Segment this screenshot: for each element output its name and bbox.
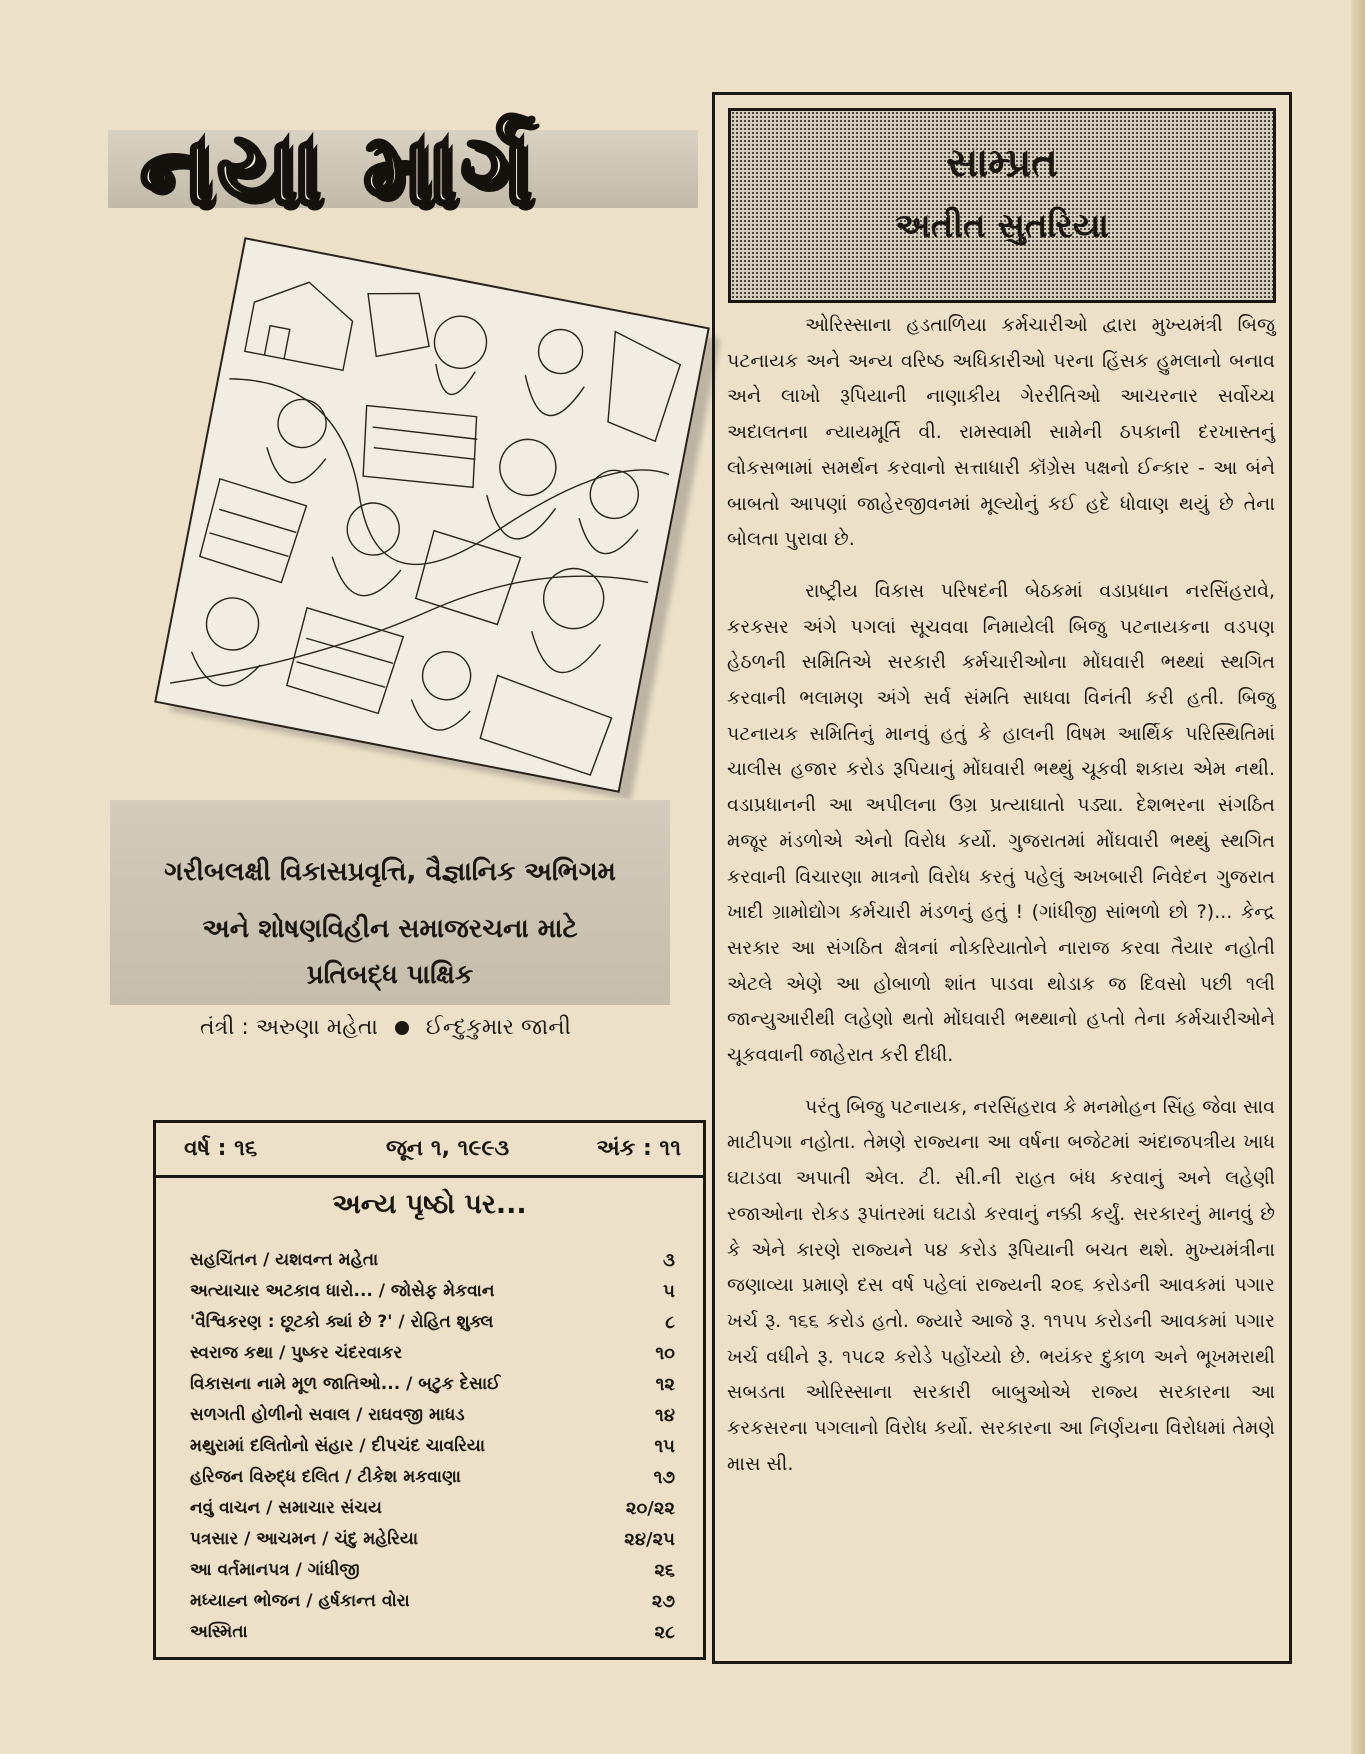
masthead-title: નયા માર્ગ xyxy=(140,113,537,227)
toc-item[interactable] xyxy=(190,1524,675,1555)
article-body xyxy=(727,308,1275,1499)
bullet-icon xyxy=(395,1021,409,1035)
toc-item[interactable] xyxy=(190,1400,675,1431)
toc-item-page: ૧૪ xyxy=(655,1405,675,1426)
page-edge xyxy=(1351,0,1365,1754)
toc-item[interactable] xyxy=(190,1276,675,1307)
issue-info-row xyxy=(156,1123,703,1178)
toc-item-page: ૨૬ xyxy=(654,1560,675,1581)
toc-item-title: પત્રસાર / આચમન / ચંદુ મહેરિયા xyxy=(190,1529,419,1549)
cover-illustration xyxy=(154,237,710,793)
toc-item-page: ૨૭ xyxy=(651,1591,675,1612)
toc-item-title: સહચિંતન / યશવન્ત મહેતા xyxy=(190,1250,379,1270)
contents-title: અન્ય પૃષ્ઠો પર... xyxy=(332,1189,527,1220)
tagline-line-1: ગરીબલક્ષી વિકાસપ્રવૃત્તિ, વૈજ્ઞાનિક અભિગમ xyxy=(164,857,616,887)
toc-item-title: અસ્મિતા xyxy=(190,1622,248,1642)
toc-item[interactable] xyxy=(190,1307,675,1338)
toc-item-title: મધ્યાહ્ન ભોજન / હર્ષકાન્ત વોરા xyxy=(190,1591,410,1611)
toc-item-title: અત્યાચાર અટકાવ ધારો... / જોસેફ મેકવાન xyxy=(190,1281,495,1301)
toc-item-page: ૫ xyxy=(663,1281,675,1302)
tagline-line-3: પ્રતિબદ્ધ પાક્ષિક xyxy=(306,960,474,990)
toc-item-title: વિકાસના નામે મૂળ જાતિઓ... / બટુક દેસાઈ xyxy=(190,1374,501,1394)
toc-item-title: સ્વરાજ કથા / પુષ્કર ચંદરવાકર xyxy=(190,1343,403,1363)
toc-item[interactable] xyxy=(190,1431,675,1462)
toc-item-page: ૧૨ xyxy=(655,1374,675,1395)
issue-number: અંક : ૧૧ xyxy=(596,1136,681,1161)
toc-item-title: નવું વાચન / સમાચાર સંચય xyxy=(190,1498,382,1518)
editor-name: ઈન્દુકુમાર જાની xyxy=(425,1015,571,1040)
tagline-line-2: અને શોષણવિહીન સમાજરચના માટે xyxy=(202,914,578,944)
toc-item-title: મથુરામાં દલિતોનો સંહાર / દીપચંદ ચાવરિયા xyxy=(190,1436,485,1456)
issue-date: જૂન ૧, ૧૯૯૩ xyxy=(386,1136,510,1161)
column-header xyxy=(728,108,1276,303)
toc-item-title: હરિજન વિરુદ્ધ દલિત / ટીકેશ મકવાણા xyxy=(190,1467,461,1487)
toc-list xyxy=(190,1245,675,1648)
column-name: સામ્પ્રત xyxy=(946,140,1058,186)
article-paragraph: રાષ્ટ્રીય વિકાસ પરિષદની બેઠકમાં વડાપ્રધાન નરસિંહરાવે, કરકસર અંગે પગલાં સૂચવવા નિમાયેલી બિજુ પટનાયકના વડપણ હેઠળની સમિતિએ સરકારી કર્મચારીઓના મોંઘવારી ભથ્થાં સ્થગિત કરવાની ભલામણ અંગે સર્વ સંમતિ સાધવા વિનંતી કરી હતી. બિજુ પટનાયક સમિતિનું માનવું હતું કે હાલની વિષમ આર્થિક પરિસ્થિતિમાં ચાલીસ હજાર કરોડ રૂપિયાનું મોંઘવારી ભથ્થું ચૂકવી શકાય એમ નથી. વડાપ્રધાનની આ અપીલના ઉગ્ર પ્રત્યાઘાતો પડ્યા. દેશભરના સંગઠિત મજૂર મંડળોએ એનો વિરોધ કર્યો. ગુજરાતમાં મોંઘવારી ભથ્થું સ્થગિત કરવાની વિચારણા માત્રનો વિરોધ કરતું પહેલું અખબારી નિવેદન ગુજરાત ખાદી ગ્રામોદ્યોગ કર્મચારી મંડળનું હતું ! (ગાંધીજી સાંભળો છો ?)... કેન્દ્ર સરકાર આ સંગઠિત ક્ષેત્રનાં નોકરિયાતોને નારાજ કરવા તૈયાર નહોતી એટલે એણે આ હોબાળો શાંત પાડવા થોડાક જ દિવસો પછી ૧લી જાન્યુઆરીથી લહેણો થતો મોંઘવારી ભથ્થાનો હપ્તો તેના કર્મચારીઓને ચૂકવવાની જાહેરાત કરી દીધી. xyxy=(727,579,1275,1067)
contents-box xyxy=(153,1120,706,1660)
toc-item[interactable] xyxy=(190,1493,675,1524)
toc-item[interactable] xyxy=(190,1555,675,1586)
toc-item-page: ૨૮ xyxy=(654,1622,675,1643)
issue-year: વર્ષ : ૧૬ xyxy=(184,1136,258,1161)
toc-item-page: ૨૪/૨૫ xyxy=(624,1529,675,1550)
toc-item[interactable] xyxy=(190,1586,675,1617)
toc-item[interactable] xyxy=(190,1338,675,1369)
editors-label: તંત્રી : xyxy=(200,1015,249,1040)
editor-name: અરુણા મહેતા xyxy=(255,1015,378,1040)
toc-item-page: ૮ xyxy=(665,1312,675,1333)
toc-item-title: આ વર્તમાનપત્ર / ગાંધીજી xyxy=(190,1560,360,1580)
editors-line xyxy=(200,1012,640,1044)
toc-item-title: 'વૈશ્વિકરણ : છૂટકો ક્યાં છે ?' / રોહિત શુક્લ xyxy=(190,1312,494,1332)
toc-item[interactable] xyxy=(190,1369,675,1400)
toc-item[interactable] xyxy=(190,1245,675,1276)
toc-item-title: સળગતી હોળીનો સવાલ / રાઘવજી માધડ xyxy=(190,1405,465,1425)
article-paragraph: પરંતુ બિજુ પટનાયક, નરસિંહરાવ કે મનમોહન સિંહ જેવા સાવ માટીપગા નહોતા. તેમણે રાજ્યના આ વર્ષના બજેટમાં અંદાજપત્રીય ખાધ ઘટાડવા અપાતી એલ. ટી. સી.ની રાહત બંધ કરવાનું અને લહેણી રજાઓના રોકડ રૂપાંતરમાં ઘટાડો કરવાનું નક્કી કર્યું. સરકારનું માનવું છે કે એને કારણે રાજ્યને ૫૪ કરોડ રૂપિયાની બચત થશે. મુખ્યમંત્રીના જણાવ્યા પ્રમાણે દસ વર્ષ પહેલાં રાજ્યની ૨૦૬ કરોડની આવકમાં પગાર ખર્ચ રૂ. ૧૬૬ કરોડ હતો. જ્યારે આજે રૂ. ૧૧૫૫ કરોડની આવકમાં પગાર ખર્ચ વધીને રૂ. ૧૫૮૨ કરોડે પહોંચ્યો છે. ભયંકર દુકાળ અને ભૂખમરાથી સબડતા ઓરિસ્સાના સરકારી બાબુઓએ રાજ્ય સરકારના આ કરકસરના પગલાનો વિરોધ કર્યો. સરકારના આ નિર્ણયના વિરોધમાં તેમણે માસ સી. xyxy=(727,1095,1275,1475)
toc-item-page: ૧૦ xyxy=(655,1343,675,1364)
toc-item[interactable] xyxy=(190,1462,675,1493)
article-paragraph: ઓરિસ્સાના હડતાળિયા કર્મચારીઓ દ્વારા મુખ્યમંત્રી બિજુ પટનાયક અને અન્ય વરિષ્ઠ અધિકારીઓ પરના હિંસક હુમલાનો બનાવ અને લાખો રૂપિયાની નાણાકીય ગેરરીતિઓ આચરનાર સર્વોચ્ચ અદાલતના ન્યાયમૂર્તિ વી. રામસ્વામી સામેની ઠપકાની દરખાસ્તનું લોકસભામાં સમર્થન કરવાનો સત્તાધારી કૉંગ્રેસ પક્ષનો ઈન્કાર - આ બંને બાબતો આપણાં જાહેરજીવનમાં મૂલ્યોનું કઈ હદે ધોવાણ થયું છે તેના બોલતા પુરાવા છે. xyxy=(727,314,1275,551)
toc-item-page: ૧૫ xyxy=(654,1436,675,1457)
toc-item-page: ૨૦/૨૨ xyxy=(625,1498,675,1519)
toc-item[interactable] xyxy=(190,1617,675,1648)
toc-item-page: ૩ xyxy=(663,1250,675,1271)
toc-item-page: ૧૭ xyxy=(653,1467,675,1488)
column-author: અતીત સુતરિયા xyxy=(894,206,1110,246)
